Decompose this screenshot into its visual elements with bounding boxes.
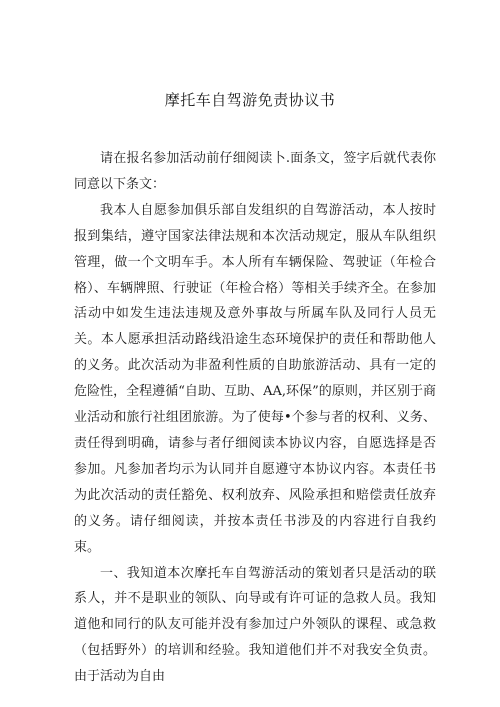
declaration-paragraph: 我本人自愿参加俱乐部自发组织的自驾游活动，本人按时报到集结，遵守国家法律法规和本次活动规定，服从车队组织管理，做一个文明车手。本人所有车辆保险、驾驶证（年检合格）、车辆牌照、行驶证（年检合格）等相关手续齐全。在参加活动中如发生违法违规及意外事故与所属车队及同行人员无关。本人愿承担活动路线沿途生态环境保护的责任和帮助他人的义务。此次活动为非盈利性质的自助旅游活动、具有一定的危险性，全程遵循“自助、互助、AA,环保”的原则，并区别于商业活动和旅行社组团旅游。为了使每•个参与者的权利、义务、责任得到明确，请参与者仔细阅读本协议内容，自愿选择是否参加。凡参加者均示为认同并自愿遵守本协议内容。本责任书为此次活动的责任豁免、权利放弃、风险承担和赔偿责任放弃的义务。请仔细阅读，并按本责任书涉及的内容进行自我约束。 [74,202,436,555]
document-title: 摩托车自驾游免责协议书 [164,91,336,109]
clause-one-paragraph: 一、我知道本次摩托车自驾游活动的策划者只是活动的联系人，并不是职业的领队、向导或有许可证的急救人员。我知道他和同行的队友可能并没有参加过户外领队的课程、或急救（包括野外）的培训和经验。我知道他们并不对我安全负责。由于活动为自由 [74,565,436,685]
document-body [74,146,436,690]
intro-paragraph: 请在报名参加活动前仔细阅读卜.面条文，签字后就代表你同意以下条文： [74,151,436,192]
